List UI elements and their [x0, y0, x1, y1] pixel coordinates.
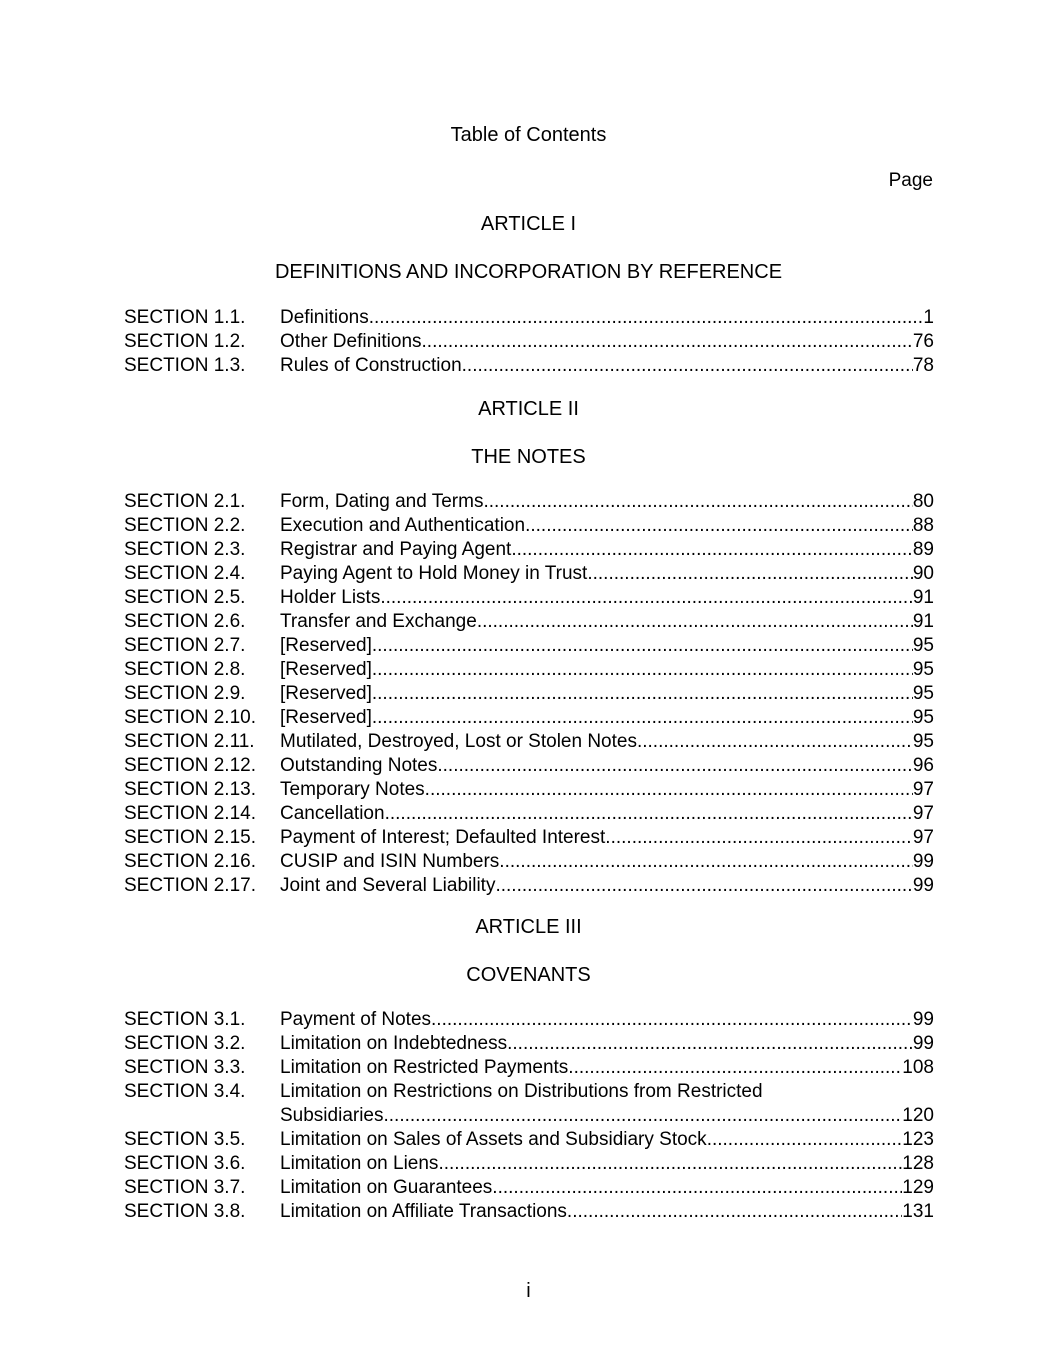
page-number: 131 [902, 1201, 934, 1222]
section-number: SECTION 3.6. [124, 1153, 246, 1174]
toc-entry[interactable] [124, 682, 934, 706]
section-number: SECTION 2.13. [124, 779, 256, 800]
section-title: Payment of Interest; Defaulted Interest [280, 827, 606, 848]
toc-entry[interactable] [124, 826, 934, 850]
dot-leader [380, 586, 913, 610]
toc-entry[interactable] [124, 1056, 934, 1080]
dot-leader [567, 1200, 902, 1224]
section-title: CUSIP and ISIN Numbers [280, 851, 500, 872]
dot-leader [372, 658, 913, 682]
page-number: 95 [912, 707, 934, 728]
toc-entry[interactable] [124, 634, 934, 658]
section-number: SECTION 1.2. [124, 331, 246, 352]
dot-leader [507, 1032, 913, 1056]
dot-leader [483, 490, 912, 514]
section-number: SECTION 3.5. [124, 1129, 246, 1150]
toc-entry[interactable] [124, 330, 934, 354]
page-number: 88 [912, 515, 934, 536]
section-title: Outstanding Notes [280, 755, 438, 776]
toc-entry[interactable] [124, 490, 934, 514]
dot-leader [492, 1176, 902, 1200]
section-number: SECTION 2.6. [124, 611, 246, 632]
toc-entry[interactable] [124, 1080, 934, 1128]
toc-entry[interactable] [124, 1152, 934, 1176]
section-number: SECTION 2.14. [124, 803, 256, 824]
dot-leader [495, 874, 912, 898]
section-title: Limitation on Restrictions on Distributions from Restricted [280, 1081, 763, 1102]
dot-leader [372, 634, 913, 658]
toc-title: Table of Contents [450, 124, 607, 146]
page-number: 123 [902, 1129, 934, 1150]
section-title: Transfer and Exchange [280, 611, 477, 632]
toc-entry[interactable] [124, 730, 934, 754]
dot-leader [385, 802, 913, 826]
toc-entry[interactable] [124, 1176, 934, 1200]
page-number: 90 [912, 563, 934, 584]
page-number: 78 [912, 355, 934, 376]
section-number: SECTION 2.17. [124, 875, 256, 896]
section-title: [Reserved] [280, 635, 372, 656]
page-number: 97 [912, 827, 934, 848]
section-number: SECTION 2.11. [124, 731, 255, 752]
section-title: Mutilated, Destroyed, Lost or Stolen Notes [280, 731, 637, 752]
page-number: 128 [902, 1153, 934, 1174]
toc-entry[interactable] [124, 1032, 934, 1056]
dot-leader [438, 1152, 902, 1176]
toc-entry[interactable] [124, 778, 934, 802]
toc-entry-list [124, 1008, 934, 1224]
section-title-continued: Subsidiaries [280, 1105, 384, 1126]
section-number: SECTION 2.10. [124, 707, 256, 728]
dot-leader [707, 1128, 903, 1152]
dot-leader [462, 354, 913, 378]
page-number: 89 [912, 539, 934, 560]
dot-leader [525, 514, 913, 538]
page-number: 120 [902, 1105, 934, 1126]
section-number: SECTION 2.3. [124, 539, 246, 560]
section-title: Form, Dating and Terms [280, 491, 484, 512]
section-title: Limitation on Restricted Payments [280, 1057, 569, 1078]
page-number: 99 [912, 851, 934, 872]
dot-leader [511, 538, 913, 562]
section-title: Limitation on Sales of Assets and Subsidiary Stock [280, 1129, 707, 1150]
section-number: SECTION 2.5. [124, 587, 246, 608]
toc-entry[interactable] [124, 354, 934, 378]
dot-leader [568, 1056, 902, 1080]
toc-entry[interactable] [124, 850, 934, 874]
dot-leader [372, 706, 913, 730]
toc-entry[interactable] [124, 586, 934, 610]
toc-entry-list [124, 490, 934, 898]
section-title: Holder Lists [280, 587, 381, 608]
toc-entry[interactable] [124, 1008, 934, 1032]
toc-entry[interactable] [124, 802, 934, 826]
article-heading: COVENANTS [466, 964, 591, 986]
page-number: 99 [912, 1009, 934, 1030]
toc-entry-list [124, 306, 934, 378]
article-number: ARTICLE III [475, 916, 582, 938]
section-title: [Reserved] [280, 659, 372, 680]
section-title: Joint and Several Liability [280, 875, 496, 896]
dot-leader [499, 850, 913, 874]
section-number: SECTION 2.12. [124, 755, 256, 776]
section-title: Definitions [280, 307, 369, 328]
section-number: SECTION 3.1. [124, 1009, 246, 1030]
toc-entry[interactable] [124, 514, 934, 538]
page-number: 95 [912, 731, 934, 752]
section-title: Payment of Notes [280, 1009, 432, 1030]
page-number: 91 [912, 611, 934, 632]
dot-leader [605, 826, 913, 850]
article-heading: DEFINITIONS AND INCORPORATION BY REFERENCE [274, 261, 783, 283]
page-number: 76 [912, 331, 934, 352]
section-number: SECTION 2.4. [124, 563, 246, 584]
section-title: Cancellation [280, 803, 385, 824]
page-number: 97 [912, 779, 934, 800]
toc-entry[interactable] [124, 658, 934, 682]
toc-entry[interactable] [124, 306, 934, 330]
toc-entry[interactable] [124, 874, 934, 898]
section-title: Limitation on Liens [280, 1153, 439, 1174]
section-number: SECTION 2.1. [124, 491, 246, 512]
section-title: Registrar and Paying Agent [280, 539, 512, 560]
section-number: SECTION 2.16. [124, 851, 256, 872]
dot-leader [425, 778, 913, 802]
dot-leader [437, 754, 912, 778]
page-number: 91 [912, 587, 934, 608]
dot-leader [369, 306, 924, 330]
toc-entry[interactable] [124, 706, 934, 730]
section-number: SECTION 3.3. [124, 1057, 246, 1078]
toc-entry[interactable] [124, 1200, 934, 1224]
section-number: SECTION 3.7. [124, 1177, 246, 1198]
section-number: SECTION 2.15. [124, 827, 256, 848]
page-number: 95 [912, 659, 934, 680]
article-number: ARTICLE II [478, 398, 579, 420]
section-number: SECTION 1.3. [124, 355, 246, 376]
section-number: SECTION 2.9. [124, 683, 246, 704]
page-number: 95 [912, 683, 934, 704]
toc-entry[interactable] [124, 610, 934, 634]
page-number: 97 [912, 803, 934, 824]
toc-entry[interactable] [124, 754, 934, 778]
page-number: 1 [923, 307, 934, 328]
section-number: SECTION 2.8. [124, 659, 246, 680]
toc-entry[interactable] [124, 538, 934, 562]
section-number: SECTION 3.4. [124, 1081, 246, 1102]
dot-leader [637, 730, 913, 754]
section-title: Limitation on Guarantees [280, 1177, 493, 1198]
section-number: SECTION 2.2. [124, 515, 246, 536]
dot-leader [422, 330, 913, 354]
section-number: SECTION 2.7. [124, 635, 246, 656]
section-title: Temporary Notes [280, 779, 425, 800]
dot-leader [587, 562, 913, 586]
toc-entry[interactable] [124, 1128, 934, 1152]
dot-leader [384, 1104, 903, 1128]
page-column-label: Page [888, 170, 933, 191]
section-number: SECTION 1.1. [124, 307, 246, 328]
article-heading: THE NOTES [471, 446, 586, 468]
section-number: SECTION 3.8. [124, 1201, 246, 1222]
dot-leader [372, 682, 913, 706]
page-number: 95 [912, 635, 934, 656]
section-title: Rules of Construction [280, 355, 462, 376]
page-number: 108 [902, 1057, 934, 1078]
page-number: 80 [912, 491, 934, 512]
section-number: SECTION 3.2. [124, 1033, 246, 1054]
section-title: Paying Agent to Hold Money in Trust [280, 563, 588, 584]
section-title: Execution and Authentication [280, 515, 526, 536]
section-title: Limitation on Affiliate Transactions [280, 1201, 567, 1222]
dot-leader [431, 1008, 913, 1032]
section-title: [Reserved] [280, 683, 372, 704]
page-number: 96 [912, 755, 934, 776]
section-title: [Reserved] [280, 707, 372, 728]
section-title: Limitation on Indebtedness [280, 1033, 508, 1054]
footer-page-number: i [526, 1280, 531, 1302]
page-number: 99 [912, 1033, 934, 1054]
page-number: 129 [902, 1177, 934, 1198]
dot-leader [477, 610, 913, 634]
page-number: 99 [912, 875, 934, 896]
toc-entry[interactable] [124, 562, 934, 586]
section-title: Other Definitions [280, 331, 422, 352]
article-number: ARTICLE I [480, 213, 577, 235]
